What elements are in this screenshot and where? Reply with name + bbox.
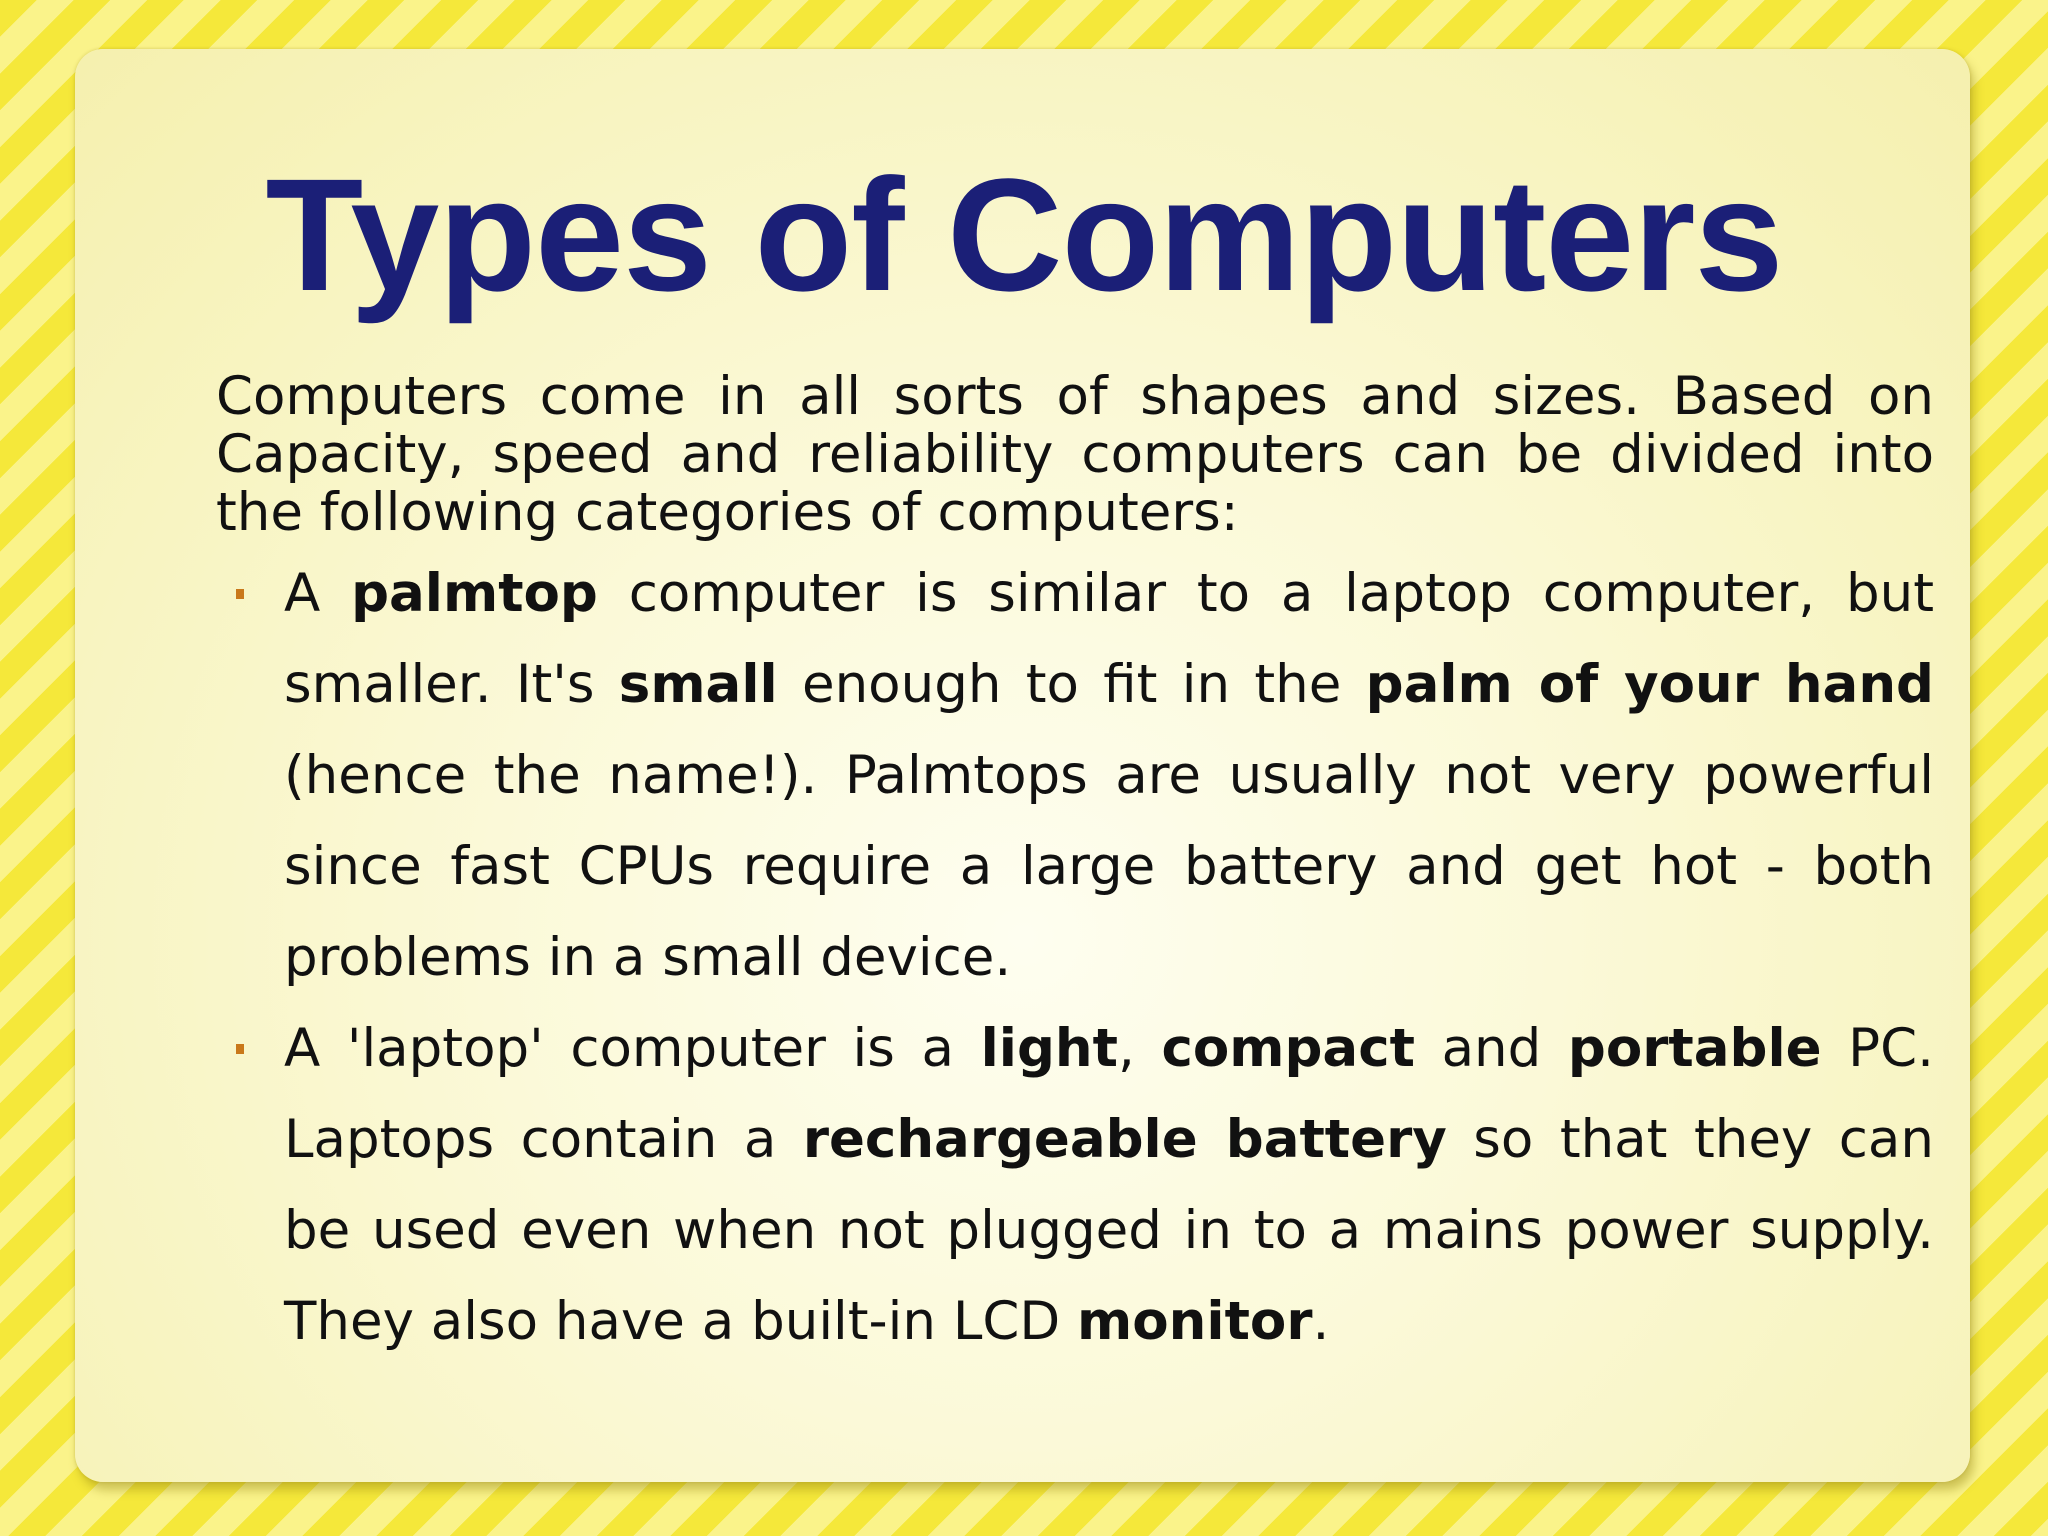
bold-term: palm of your hand — [1365, 654, 1934, 715]
slide-title: Types of Computers — [265, 145, 1783, 324]
bullet-square-icon — [236, 1044, 244, 1054]
intro-paragraph: Computers come in all sorts of shapes and sizes. Based on Capacity, speed and reliability computers can be divided into the following categories of computers: — [216, 366, 1934, 543]
bullet-item-palmtop — [216, 548, 1934, 1003]
bold-term: rechargeable battery — [802, 1109, 1447, 1170]
bullet-list — [216, 548, 1934, 1367]
bold-term: portable — [1567, 1018, 1822, 1079]
bullet-text: A palmtop computer is similar to a laptop computer, but smaller. It's small enough to fit in the palm of your hand (hence the name!). Palmtops are usually not very powerful since fast CPUs require a large battery and get hot - both problems in a small device. — [284, 563, 1934, 988]
bold-term: palmtop — [351, 563, 598, 624]
bold-term: small — [618, 654, 778, 715]
bold-term: compact — [1161, 1018, 1415, 1079]
bold-term: monitor — [1077, 1291, 1313, 1352]
bullet-item-laptop — [216, 1003, 1934, 1367]
bullet-text: A 'laptop' computer is a light, compact and portable PC. Laptops contain a rechargeable battery so that they can be used even when not plugged in to a mains power supply. They also have a built-in LCD monitor. — [284, 1018, 1934, 1352]
bullet-square-icon — [236, 589, 244, 599]
bold-term: light — [980, 1018, 1118, 1079]
